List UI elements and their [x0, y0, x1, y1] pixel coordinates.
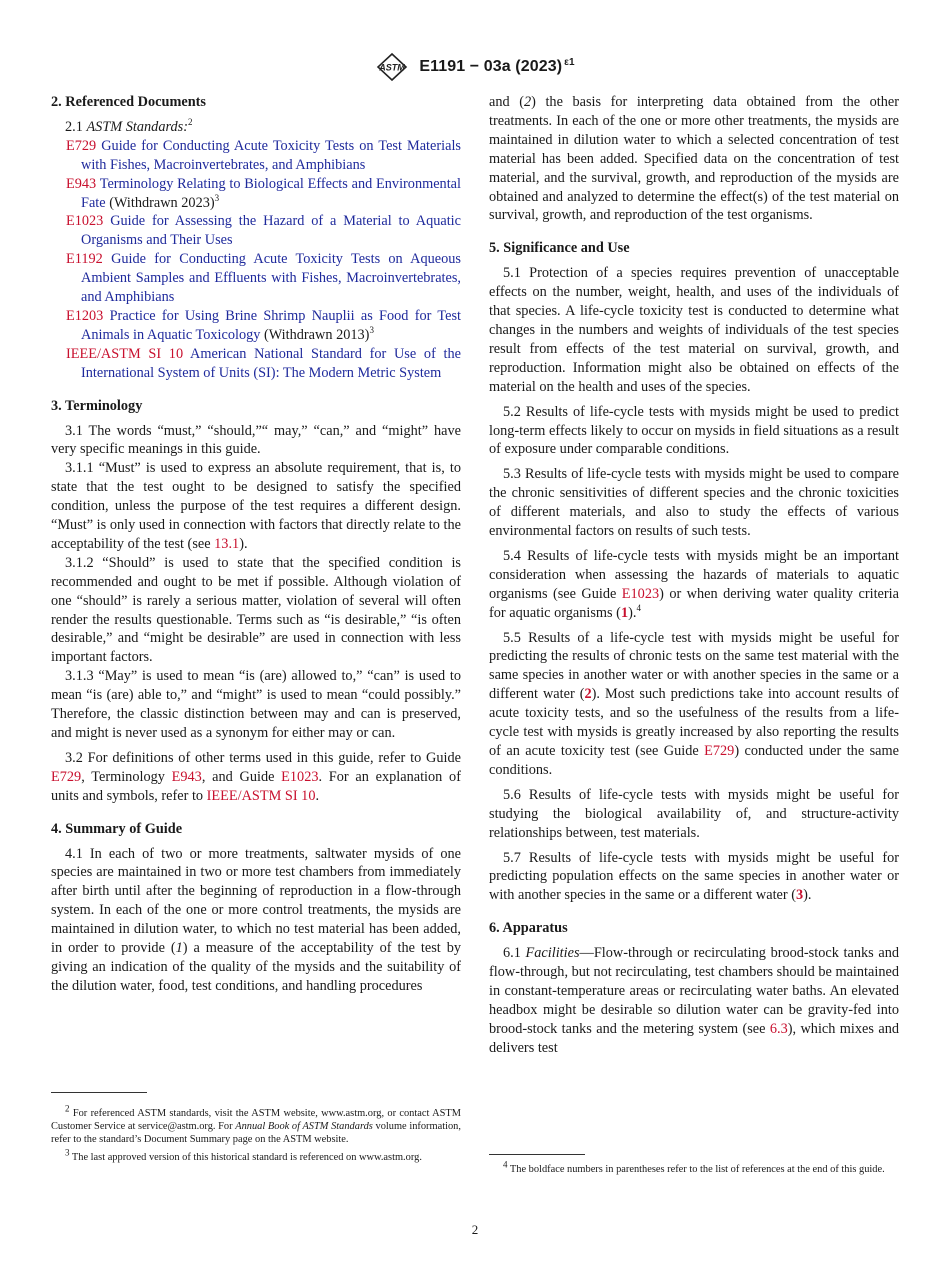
section-3-1-1: 3.1.1 “Must” is used to express an absolute requirement, that is, to state that the test ought to be designed to satisfy the specified condition, unless the purpose of the test requires a different design. “Must” is only used in connection with factors that directly relate to the acceptability of the test (see 13.1).	[51, 460, 461, 552]
footnote-4: $^4$ The boldface numbers in parentheses refer to the list of references at the end of this guide.	[503, 1159, 885, 1175]
link-e1023[interactable]: E1023	[281, 768, 319, 785]
footnote-divider	[51, 1092, 147, 1093]
reference-item[interactable]: E1203 Practice for Using Brine Shrimp Nauplii as Food for Test Animals in Aquatic Toxicology (Withdrawn 2013)$^3$	[66, 307, 461, 343]
section-5-1: 5.1 Protection of a species requires prevention of unacceptable effects on the number, weight, health, and uses of the individuals of that species. A life-cycle toxicity test is conducted to determine what changes in the numbers and weights of individuals of the test species result from effects of the test material on survival, growth, and reproduction. Information might also be obtained on effects of the material on the health and uses of the species.	[489, 265, 899, 395]
section-4-1-continued: and (2) the basis for interpreting data obtained from the other treatments. In each of the one or more other treatments, the mysids are maintained in dilution water to which a selected concentration of test material has been added. Specified data on the concentration of test material, and the survival, growth, and reproduction of the mysids are obtained and analyzed to determine the effect(s) of the test material on survival, growth, and reproduction of the test organisms.	[489, 94, 899, 224]
right-column	[489, 93, 899, 1058]
document-designation: E1191 − 03a (2023) $^{\varepsilon 1}$	[419, 56, 575, 75]
reference-item[interactable]: E729 Guide for Conducting Acute Toxicity Tests on Test Materials with Fishes, Macroinvertebrates, and Amphibians	[66, 137, 461, 173]
link-e729[interactable]: E729	[51, 768, 82, 785]
reference-item[interactable]: IEEE/ASTM SI 10 American National Standard for Use of the International System of Units (SI): The Modern Metric System	[66, 345, 462, 381]
page-header	[0, 52, 950, 82]
section-2-1: 2.1 ASTM Standards:$^2$	[65, 117, 193, 135]
link-e943[interactable]: E943	[171, 768, 202, 785]
reference-2-link[interactable]: 2	[584, 686, 592, 703]
reference-item[interactable]: E943 Terminology Relating to Biological Effects and Environmental Fate (Withdrawn 2023)$^3$	[66, 175, 461, 211]
section-5-5: 5.5 Results of a life-cycle test with mysids might be useful for predicting the results of chronic tests on the same test material with the same species in another water or with another species in the same or a different water (2). Most such predictions take into account results of acute toxicity tests, and so the usefulness of the results from a life-cycle test with mysids is greatly increased by also reporting the results of an acute toxicity test (see Guide E729) conducted under the same conditions.	[489, 629, 899, 778]
epsilon-superscript: ε1	[564, 56, 575, 68]
left-column	[51, 93, 461, 996]
section-6-heading: 6. Apparatus	[489, 920, 568, 937]
footnote-3: $^3$ The last approved version of this historical standard is referenced on www.astm.org.	[65, 1147, 422, 1163]
footnotes-right	[489, 1154, 899, 1176]
section-5-4: 5.4 Results of life-cycle tests with mysids might be an important consideration when assessing the hazards of materials to aquatic organisms (see Guide E1023) or when deriving water quality criteria for aquatic organisms (1).$^4$	[489, 547, 899, 621]
section-5-7: 5.7 Results of life-cycle tests with mysids might be useful for predicting population effects on the same species in another water or with another species in the same or a different water (3).	[489, 849, 899, 904]
section-5-2: 5.2 Results of life-cycle tests with mysids might be used to predict long-term effects likely to occur on mysids in field situations as a result of exposure under comparable conditions.	[489, 403, 899, 458]
section-5-3: 5.3 Results of life-cycle tests with mysids might be used to compare the chronic sensitivities of different species and the chronic toxicities of different materials, and also to study the effects of various environmental factors on results of such tests.	[489, 466, 899, 540]
link-e1023[interactable]: E1023	[621, 585, 660, 602]
section-5-6: 5.6 Results of life-cycle tests with mysids might be useful for studying the biological availability of, and structure-activity relationships between, test materials.	[489, 786, 899, 841]
section-3-1-3: 3.1.3 “May” is used to mean “is (are) allowed to,” “can” is used to mean “is (are) able to,” and “might” is used to mean “could possibly.” Therefore, the classic distinction between may and can is preserved, and might is never used as a synonym for either may or can.	[51, 668, 461, 741]
svg-text:ASTM: ASTM	[379, 62, 406, 73]
reference-3-link[interactable]: 3	[796, 887, 804, 904]
section-6-1: 6.1 Facilities—Flow-through or recirculating brood-stock tanks and flow-through, but not recirculating, test chambers should be maintained in constant-temperature areas or recirculating water baths. An elevated headbox might be desirable so dilution water can be gravity-fed into brood-stock tanks and the metering system (see 6.3), which mixes and delivers test	[489, 945, 899, 1056]
link-6-3[interactable]: 6.3	[769, 1020, 788, 1037]
reference-item[interactable]: E1192 Guide for Conducting Acute Toxicity Tests on Aqueous Ambient Samples and Effluents with Fishes, Macroinvertebrates, and Amphibians	[66, 251, 461, 306]
section-3-heading: 3. Terminology	[51, 397, 143, 414]
section-3-2: 3.2 For definitions of other terms used in this guide, refer to Guide E729, Terminology E943, and Guide E1023. For an explanation of units and symbols, refer to IEEE/ASTM SI 10.	[51, 749, 461, 804]
astm-logo-icon	[375, 52, 409, 82]
reference-1-link[interactable]: 1	[620, 604, 629, 621]
section-5-heading: 5. Significance and Use	[489, 240, 630, 257]
section-3-1-2: 3.1.2 “Should” is used to state that the specified condition is recommended and ought to be met if possible. Although violation of one “should” is rarely a serious matter, violation of several will often render the results questionable. Terms such as “is desirable,” “is often desirable,” and “might be desirable” are used in connection with less important factors.	[51, 554, 461, 666]
section-3-1: 3.1 The words “must,” “should,”“ may,” “can,” and “might” have very specific meanings in this guide.	[51, 422, 461, 458]
link-e729[interactable]: E729	[704, 743, 735, 759]
footnote-divider	[489, 1154, 585, 1155]
footnote-2: $^2$ For referenced ASTM standards, visit the ASTM website, www.astm.org, or contact ASTM Customer Service at service@astm.org. For Annual Book of ASTM Standards volume information, refer to the standard’s Document Summary page on the ASTM website.	[51, 1103, 461, 1146]
footnotes-left	[51, 1092, 461, 1164]
link-si10[interactable]: IEEE/ASTM SI 10	[206, 787, 316, 804]
link-13-1[interactable]: 13.1	[214, 535, 240, 552]
section-4-heading: 4. Summary of Guide	[51, 820, 183, 837]
reference-item[interactable]: E1023 Guide for Assessing the Hazard of a Material to Aquatic Organisms and Their Uses	[66, 213, 461, 249]
section-2-heading: 2. Referenced Documents	[51, 94, 206, 110]
section-4-1: 4.1 In each of two or more treatments, saltwater mysids of one species are maintained in two or more test chambers from immediately after birth until after the beginning of reproduction in a flow-through system. In each of the one or more control treatments, the mysids are maintained in dilution water, to which no test material has been added, in order to provide (1) a measure of the acceptability of the test by giving an indication of the quality of the mysids and the suitability of the dilution water, food, test conditions, and handling procedures	[51, 845, 462, 994]
page-number: 2	[471, 1222, 479, 1237]
